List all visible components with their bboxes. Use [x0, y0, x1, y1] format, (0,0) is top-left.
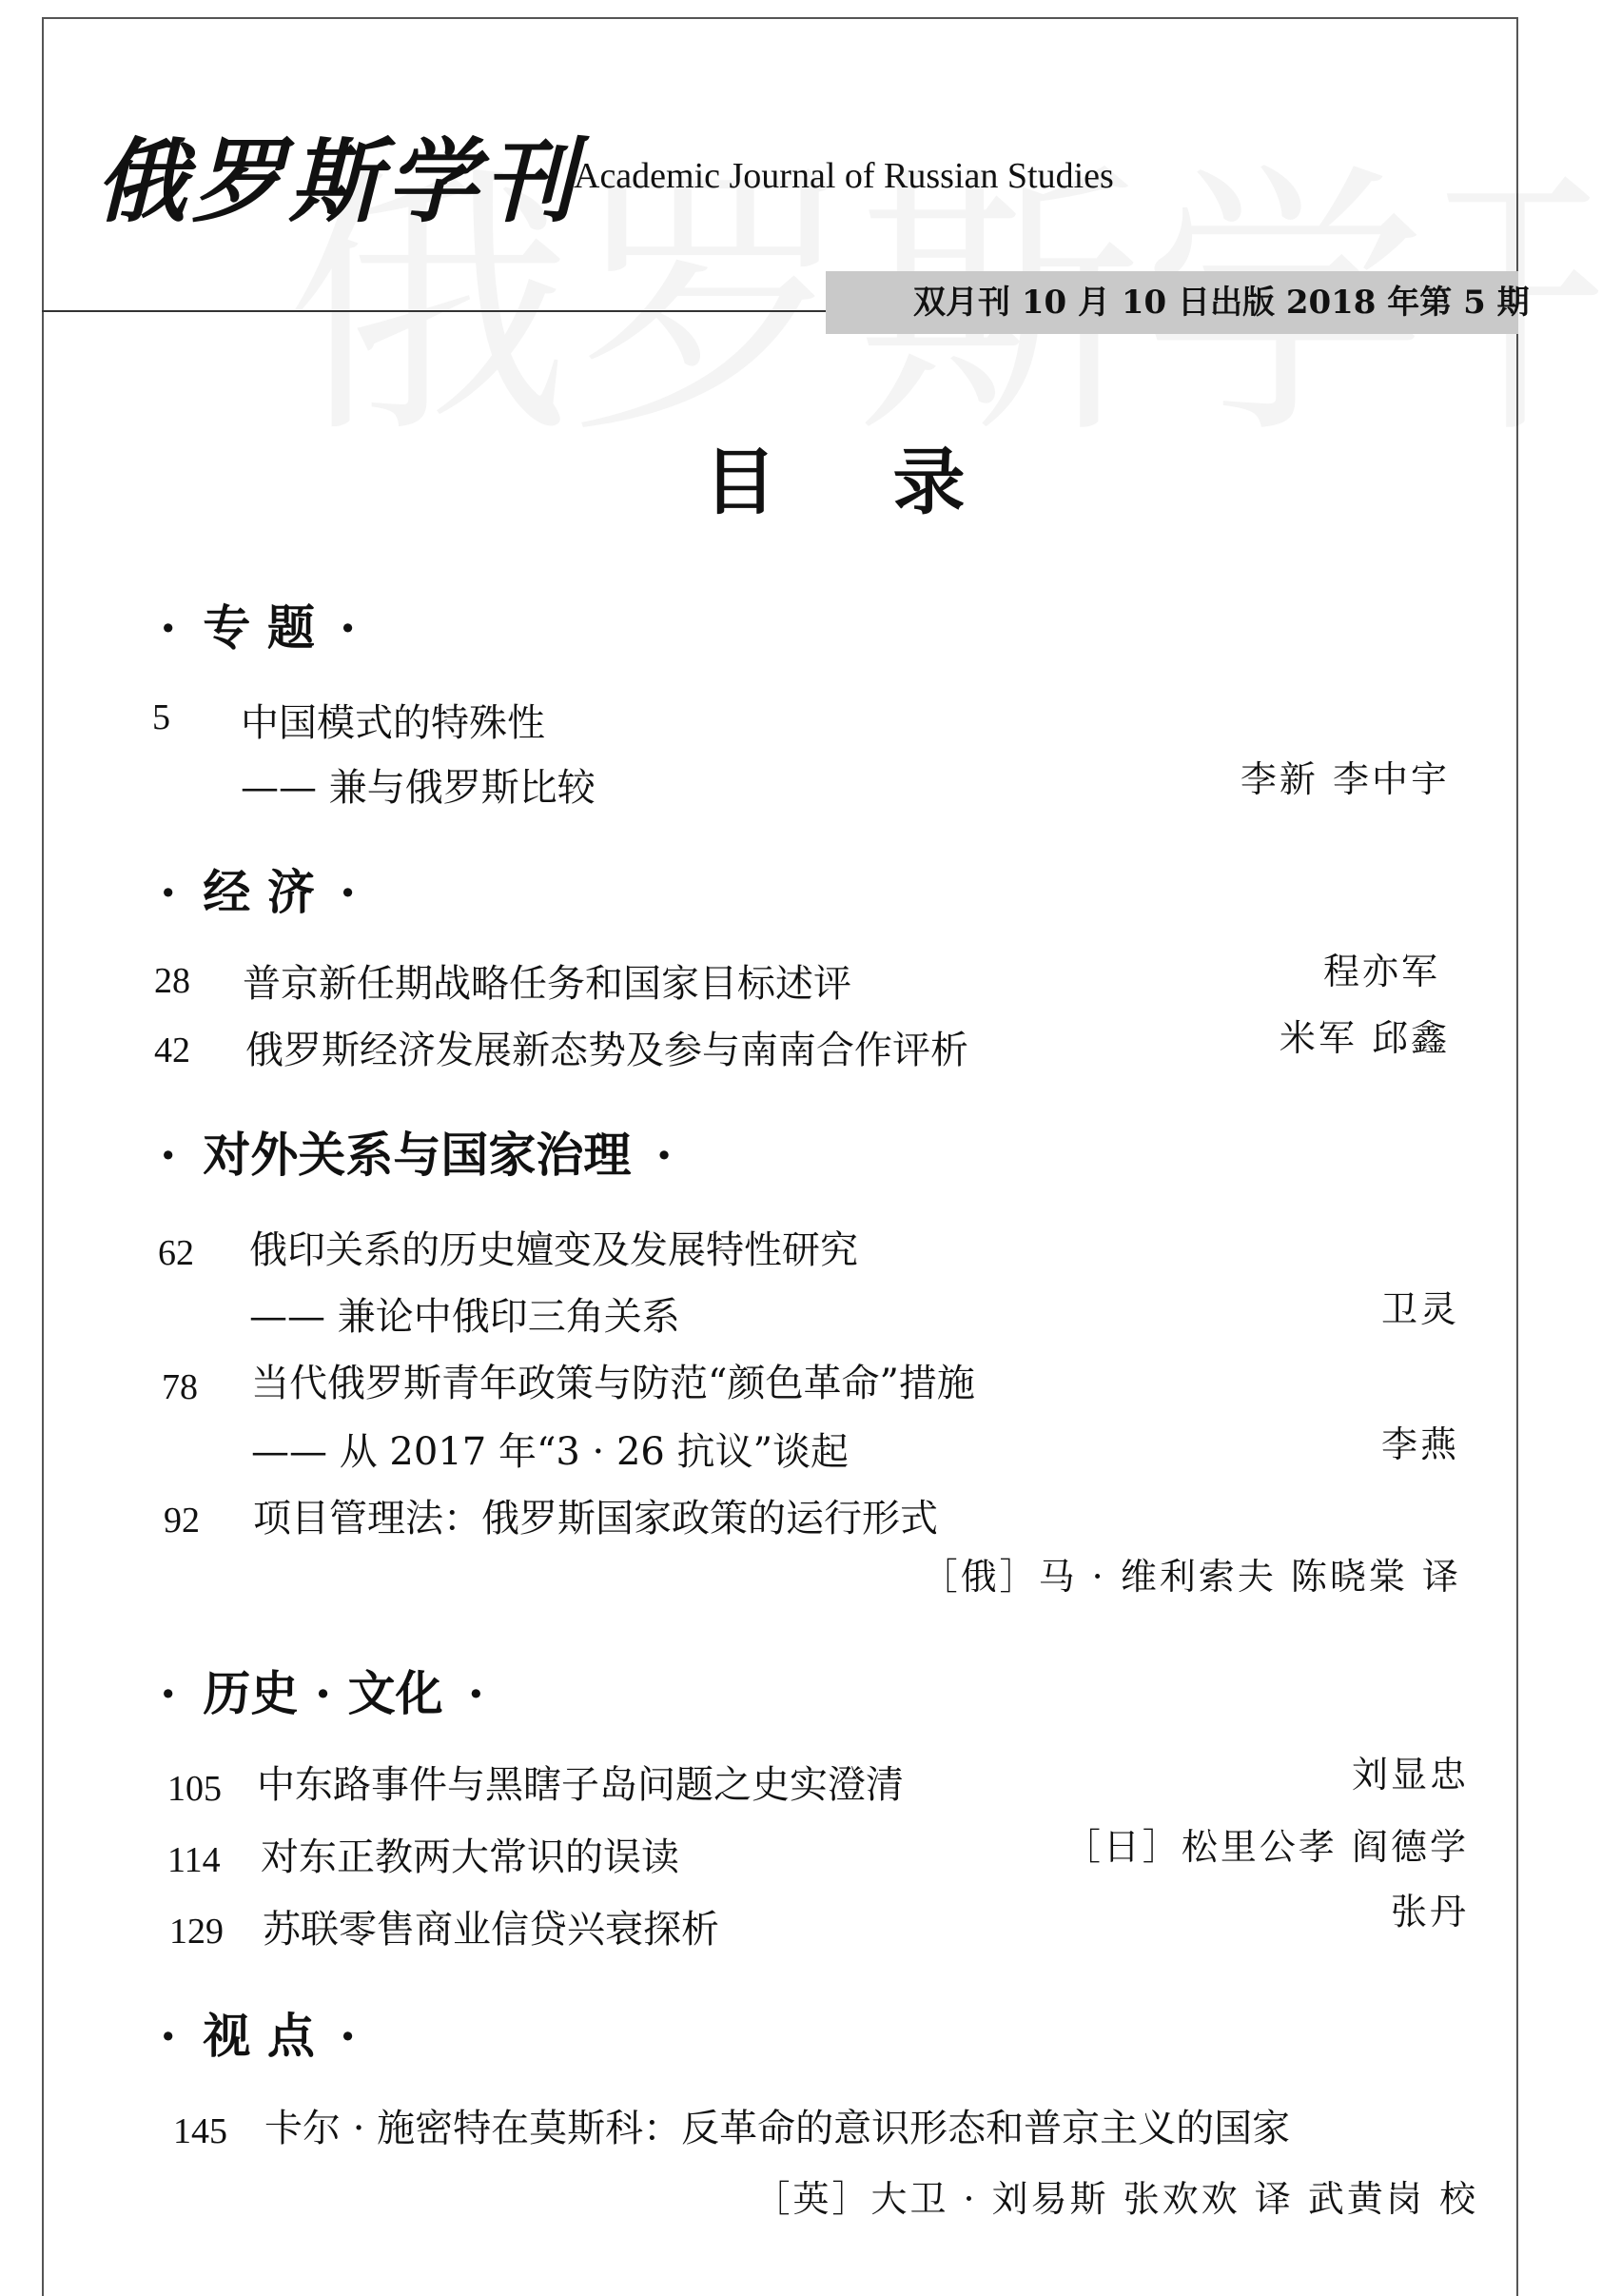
section-heading-text: 对外关系与国家治理	[203, 1127, 632, 1183]
entry-page-number: 28	[154, 961, 190, 1001]
section-heading-text: 历史 · 文化	[203, 1665, 443, 1721]
section-heading	[160, 1117, 673, 1186]
entry-page-number: 62	[158, 1233, 194, 1273]
bullet-dot: ·	[160, 2008, 177, 2064]
section-heading-text: 经 济	[203, 864, 315, 920]
entry-page-number: 145	[173, 2111, 227, 2151]
entry-author: ［日］松里公孝 阎德学	[1064, 1826, 1469, 1868]
bullet-dot: ·	[160, 864, 177, 920]
bullet-dot: ·	[160, 1665, 177, 1721]
entry-author: 程亦军	[1322, 951, 1440, 992]
entry-author: ［英］大卫 · 刘易斯 张欢欢 译 武黄岗 校	[753, 2178, 1478, 2220]
entry-title: 普京新任期战略任务和国家目标述评	[243, 962, 851, 1006]
bullet-dot: ·	[467, 1665, 485, 1721]
section-heading	[160, 590, 356, 658]
entry-title: 中国模式的特殊性	[241, 701, 545, 745]
header-rule	[42, 310, 826, 312]
entry-page-number: 42	[154, 1030, 190, 1070]
section-heading-text: 专 题	[203, 599, 315, 656]
entry-author: ［俄］马 · 维利索夫 陈晓棠 译	[921, 1556, 1461, 1598]
entry-page-number: 5	[152, 697, 170, 737]
bullet-dot: ·	[339, 864, 357, 920]
entry-title: 俄罗斯经济发展新态势及参与南南合作评析	[245, 1029, 968, 1072]
entry-page-number: 105	[167, 1769, 222, 1809]
section-heading-text: 视 点	[203, 2008, 315, 2064]
section-heading	[160, 854, 356, 923]
journal-english-title: Academic Journal of Russian Studies	[574, 156, 1114, 196]
entry-title: 对东正教两大常识的误读	[261, 1835, 679, 1879]
entry-title: 卡尔 · 施密特在莫斯科：反革命的意识形态和普京主义的国家	[264, 2107, 1291, 2150]
toc-title: 目 录	[704, 440, 1011, 524]
section-heading	[160, 1998, 356, 2067]
entry-page-number: 114	[167, 1840, 221, 1880]
entry-author: 卫灵	[1380, 1288, 1459, 1330]
entry-author: 李新 李中宇	[1240, 758, 1450, 800]
journal-masthead: 俄罗斯学刊	[95, 128, 580, 235]
bullet-dot: ·	[160, 1127, 177, 1183]
entry-page-number: 129	[169, 1912, 224, 1952]
entry-subtitle: —— 兼论中俄印三角关系	[249, 1295, 680, 1339]
entry-subtitle: —— 从 2017 年“3 · 26 抗议”谈起	[251, 1430, 850, 1474]
bullet-dot: ·	[160, 599, 177, 656]
entry-author: 张丹	[1390, 1891, 1469, 1933]
bullet-dot: ·	[655, 1127, 673, 1183]
entry-title: 中东路事件与黑瞎子岛问题之史实澄清	[257, 1763, 904, 1807]
entry-title: 苏联零售商业信贷兴衰探析	[263, 1908, 719, 1952]
entry-author: 刘显忠	[1351, 1754, 1469, 1796]
entry-title: 当代俄罗斯青年政策与防范“颜色革命”措施	[251, 1362, 975, 1405]
section-heading	[160, 1656, 484, 1724]
entry-page-number: 78	[162, 1367, 198, 1407]
entry-author: 李燕	[1380, 1423, 1459, 1465]
bullet-dot: ·	[339, 2008, 357, 2064]
bullet-dot: ·	[339, 599, 357, 656]
entry-author: 米军 邱鑫	[1279, 1017, 1450, 1059]
entry-page-number: 92	[164, 1501, 200, 1540]
entry-title: 俄印关系的历史嬗变及发展特性研究	[249, 1228, 858, 1272]
entry-subtitle: —— 兼与俄罗斯比较	[241, 766, 596, 810]
issue-info-bar: 双月刊 10 月 10 日出版 2018 年第 5 期	[826, 271, 1518, 334]
entry-title: 项目管理法：俄罗斯国家政策的运行形式	[253, 1497, 938, 1540]
